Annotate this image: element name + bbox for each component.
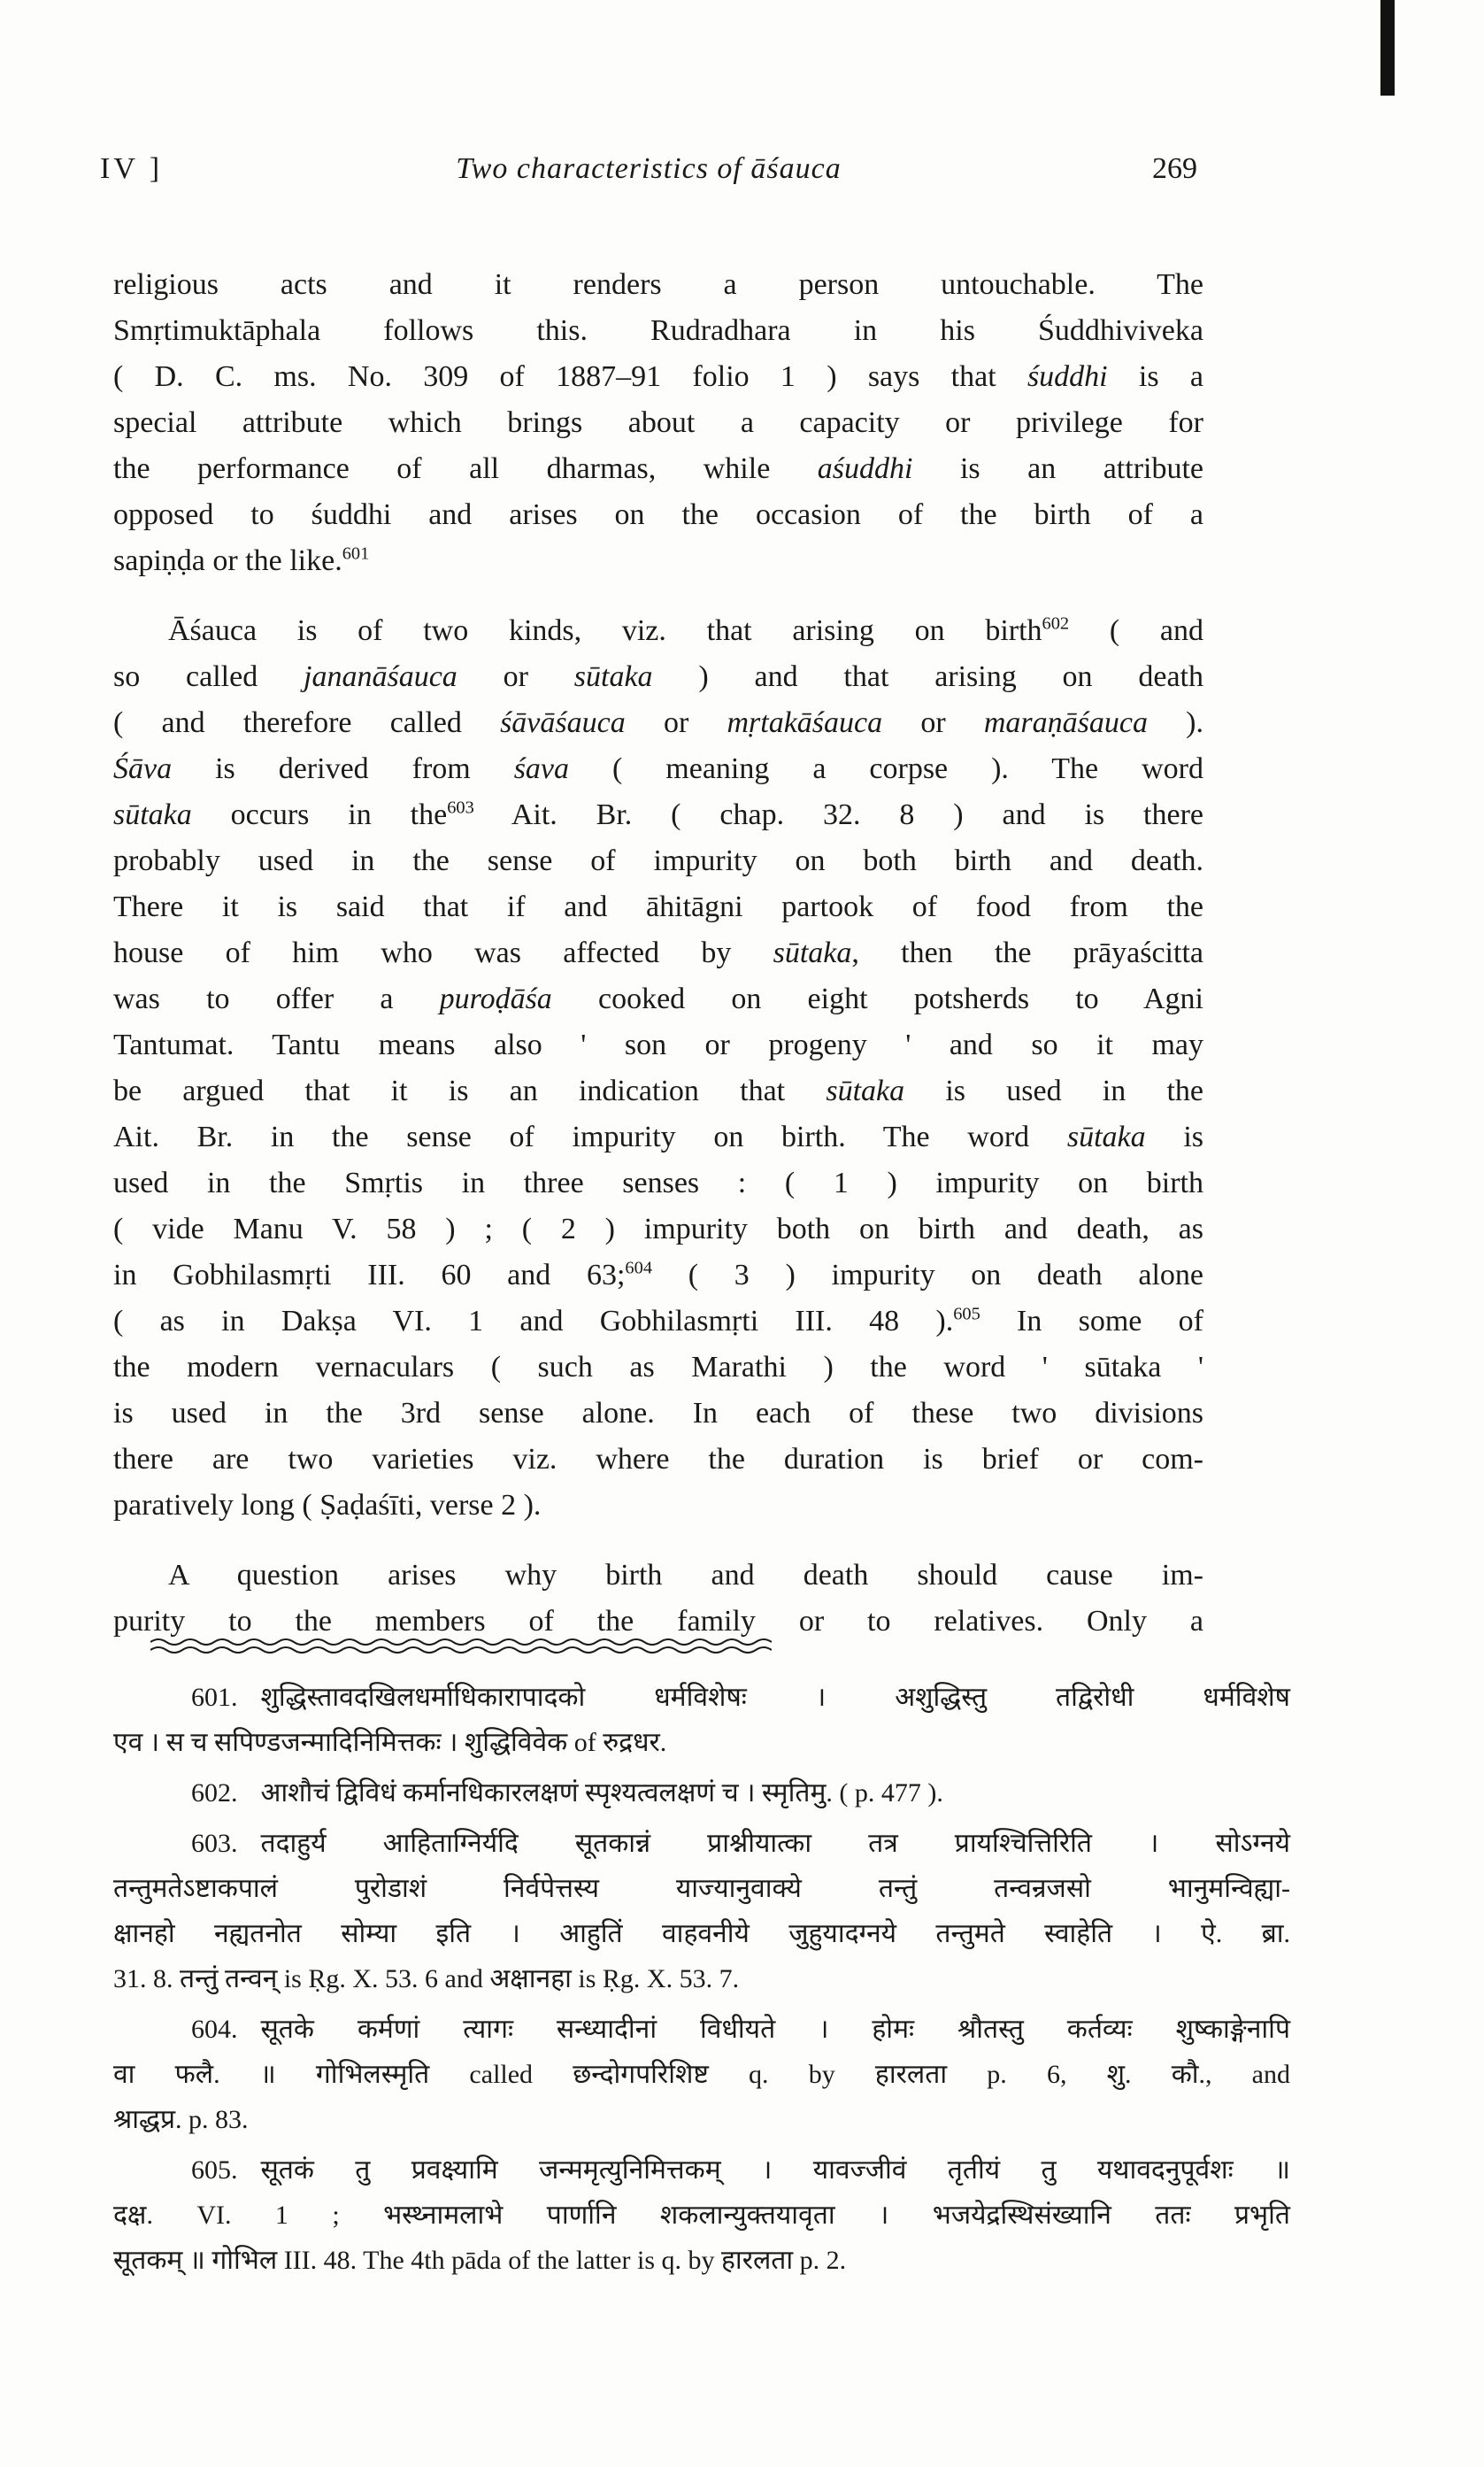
text-segment: cooked on eight potsherds to Agni <box>551 983 1203 1015</box>
text-segment: was to offer a <box>113 983 440 1015</box>
footnote-line <box>113 1866 1290 1911</box>
text-segment: सूतके कर्मणां त्यागः सन्ध्यादीनां विधीयते । होमः श्रौतस्तु कर्तव्यः शुष्काङ्गेनापि <box>260 2015 1290 2044</box>
text-segment: There it is said that if and āhitāgni partook of food from the <box>113 890 1203 923</box>
footnote-number: 602. <box>191 1778 238 1808</box>
text-segment: sapiṇḍa or the like. <box>113 544 342 577</box>
text-segment: the performance of all dharmas, while <box>113 452 818 485</box>
text-line <box>113 654 1203 700</box>
text-segment: house of him who was affected by <box>113 937 773 969</box>
text-segment: ( meaning a corpse ). The word <box>569 752 1203 785</box>
text-segment: sūtaka <box>773 937 852 969</box>
page-number: 269 <box>1152 152 1197 185</box>
text-segment: is a <box>1107 360 1203 393</box>
text-segment: śāvāśauca <box>500 706 626 739</box>
footnote-line <box>113 2238 1290 2283</box>
text-segment: mṛtakāśauca <box>727 706 883 739</box>
footnote-line <box>113 2052 1290 2097</box>
text-segment: so called <box>113 660 304 693</box>
paragraph <box>113 1553 1203 1645</box>
text-segment: is used in the 3rd sense alone. In each of these two divisions <box>113 1397 1203 1430</box>
footnote-reference: 602 <box>1042 613 1070 634</box>
footnote-line <box>113 2147 1290 2193</box>
text-line <box>113 446 1203 492</box>
text-segment: Ait. Br. ( chap. 32. 8 ) and is there <box>473 798 1204 831</box>
text-line <box>113 1068 1203 1114</box>
text-segment: or <box>882 706 984 739</box>
text-segment: there are two varieties viz. where the duration is brief or com- <box>113 1443 1203 1476</box>
text-segment: दक्ष. VI. 1 ; भस्थ्नामलाभे पार्णानि शकलान्युक्तयावृता । भजयेद्रस्थिसंख्यानि ततः प्रभृति <box>113 2201 1290 2230</box>
text-segment: ). <box>1147 706 1203 739</box>
text-line <box>113 354 1203 400</box>
text-segment: special attribute which brings about a capacity or privilege for <box>113 406 1203 439</box>
footnote <box>113 1675 1290 1765</box>
text-segment: sūtaka <box>826 1075 905 1107</box>
footnote-line <box>113 1956 1290 2001</box>
footnote-number: 604. <box>191 2015 238 2044</box>
chapter-marker: IV ] <box>100 152 164 185</box>
text-segment: puroḍāśa <box>439 983 552 1015</box>
paragraph <box>113 608 1203 1529</box>
text-segment: Tantumat. Tantu means also ' son or progeny ' and so it may <box>113 1029 1203 1061</box>
text-segment: ) and that arising on death <box>652 660 1203 693</box>
text-segment: सूतकं तु प्रवक्ष्यामि जन्ममृत्युनिमित्तकम् । यावज्जीवं तृतीयं तु यथावदनुपूर्वशः ॥ <box>260 2155 1290 2185</box>
text-segment: Ait. Br. in the sense of impurity on birth. The word <box>113 1121 1067 1153</box>
text-segment: sūtaka <box>113 798 192 831</box>
text-line <box>113 1207 1203 1253</box>
text-line <box>113 1299 1203 1345</box>
text-line <box>113 1345 1203 1391</box>
footnote-reference: 605 <box>953 1304 980 1324</box>
footnote-line <box>113 1770 1290 1816</box>
footnote-line <box>113 2097 1290 2142</box>
text-segment: Smṛtimuktāphala follows this. Rudradhara in his Śuddhiviveka <box>113 314 1203 347</box>
text-segment: jananāśauca <box>304 660 458 693</box>
footnote-number: 603. <box>191 1829 238 1858</box>
text-segment: sūtaka <box>573 660 653 693</box>
scan-artifact <box>1380 0 1395 96</box>
text-line <box>113 746 1203 792</box>
text-segment: A question arises why birth and death should cause im- <box>168 1559 1203 1592</box>
text-segment: occurs in the <box>191 798 448 831</box>
text-line <box>113 262 1203 308</box>
footnote-reference: 601 <box>342 544 370 564</box>
text-segment: śava <box>513 752 570 785</box>
paragraph <box>113 262 1203 584</box>
text-segment: तन्तुमतेऽष्टाकपालं पुरोडाशं निर्वपेत्तस्य याज्यानुवाक्ये तन्तुं तन्वन्रजसो भानुमन्विह्या- <box>113 1874 1290 1903</box>
text-segment: the modern vernaculars ( such as Marathi ) the word ' sūtaka ' <box>113 1351 1203 1384</box>
footnote-line <box>113 1911 1290 1956</box>
footnote-line <box>113 2007 1290 2052</box>
footnote-reference: 603 <box>447 798 474 818</box>
text-line <box>113 608 1203 654</box>
footnote <box>113 1770 1290 1816</box>
footnote-line <box>113 1720 1290 1765</box>
text-segment: एव । स च सपिण्डजन्मादिनिमित्तकः । शुद्धिविवेक of रुद्रधर. <box>113 1728 667 1757</box>
footnote-number: 605. <box>191 2155 238 2185</box>
footnote <box>113 2007 1290 2142</box>
footnote <box>113 1821 1290 2001</box>
text-segment: तदाहुर्य आहिताग्निर्यदि सूतकान्नं प्राश्नीयात्का तत्र प्रायश्चित्तिरिति । सोऽग्नये <box>260 1829 1290 1858</box>
text-segment: śuddhi <box>1026 360 1108 393</box>
text-segment: used in the Smṛtis in three senses : ( 1 ) impurity on birth <box>113 1167 1203 1199</box>
text-segment: ( vide Manu V. 58 ) ; ( 2 ) impurity both on birth and death, as <box>113 1213 1203 1245</box>
footnote-separator <box>150 1636 772 1655</box>
text-segment: ( and therefore called <box>113 706 501 739</box>
text-line <box>113 1437 1203 1483</box>
text-segment: religious acts and it renders a person untouchable. The <box>113 268 1203 301</box>
text-line <box>113 538 1203 584</box>
text-line <box>113 930 1203 976</box>
text-segment: is <box>1145 1121 1203 1153</box>
footnote-line <box>113 1821 1290 1866</box>
text-segment: is derived from <box>172 752 514 785</box>
text-segment: शुद्धिस्तावदखिलधर्माधिकारापादको धर्मविशेषः । अशुद्धिस्तु तद्विरोधी धर्मविशेष <box>260 1683 1290 1712</box>
footnote-line <box>113 1675 1290 1720</box>
text-segment: Śāva <box>113 752 173 785</box>
text-segment: or <box>457 660 574 693</box>
text-line <box>113 976 1203 1022</box>
text-segment: ( as in Dakṣa VI. 1 and Gobhilasmṛti III. 48 ). <box>113 1305 954 1338</box>
text-segment: aśuddhi <box>817 452 913 485</box>
text-line <box>113 492 1203 538</box>
text-line <box>113 1553 1203 1599</box>
text-segment: is used in the <box>904 1075 1204 1107</box>
footnote <box>113 2147 1290 2283</box>
running-title: Two characteristics of āśauca <box>456 152 842 185</box>
text-segment: सूतकम् ॥ गोभिल III. 48. The 4th pāda of the latter is q. by हारलता p. 2. <box>113 2246 847 2275</box>
text-line <box>113 884 1203 930</box>
text-line <box>113 1253 1203 1299</box>
text-line <box>113 308 1203 354</box>
text-line <box>113 400 1203 446</box>
footnote-number: 601. <box>191 1683 238 1712</box>
text-segment: 31. 8. तन्तुं तन्वन् is Ṛg. X. 53. 6 and अक्षानहा is Ṛg. X. 53. 7. <box>113 1964 740 1993</box>
text-segment: or <box>625 706 727 739</box>
text-segment: is an attribute <box>912 452 1203 485</box>
text-line <box>113 1483 1203 1529</box>
text-segment: ( and <box>1069 614 1203 647</box>
text-segment: In some of <box>980 1305 1203 1338</box>
text-segment: be argued that it is an indication that <box>113 1075 827 1107</box>
text-segment: purity to the members of the family or to relatives. Only a <box>113 1605 1203 1638</box>
text-segment: in Gobhilasmṛti III. 60 and 63; <box>113 1259 626 1291</box>
text-line <box>113 1114 1203 1160</box>
text-segment: क्षानहो नह्यतनोत सोम्या इति । आहुतिं वाहवनीये जुहुयादग्नये तन्तुमते स्वाहेति । ऐ. ब्रा. <box>113 1919 1290 1948</box>
text-segment: आशौचं द्विविधं कर्मानधिकारलक्षणं स्पृश्यत्वलक्षणं च । स्मृतिमु. ( p. 477 ). <box>260 1778 943 1808</box>
text-line <box>113 1022 1203 1068</box>
text-line <box>113 792 1203 838</box>
text-line <box>113 1391 1203 1437</box>
text-segment: ( 3 ) impurity on death alone <box>652 1259 1203 1291</box>
text-segment: sūtaka <box>1066 1121 1146 1153</box>
text-segment: Āśauca is of two kinds, viz. that arising on birth <box>168 614 1042 647</box>
text-segment: paratively long ( Ṣaḍaśīti, verse 2 ). <box>113 1489 542 1522</box>
text-segment: probably used in the sense of impurity on both birth and death. <box>113 844 1203 877</box>
footnote-line <box>113 2193 1290 2238</box>
footnotes-section <box>113 1675 1290 2288</box>
text-segment: वा फलै. ॥ गोभिलस्मृति called छन्दोगपरिशिष्ट q. by हारलता p. 6, शु. कौ., and <box>113 2060 1290 2089</box>
text-line <box>113 1160 1203 1207</box>
footnote-reference: 604 <box>625 1258 653 1278</box>
text-segment: श्राद्धप्र. p. 83. <box>113 2105 249 2134</box>
text-segment: opposed to śuddhi and arises on the occasion of the birth of a <box>113 498 1203 531</box>
text-segment: ( D. C. ms. No. 309 of 1887–91 folio 1 ) says that <box>113 360 1027 393</box>
text-segment: maraṇāśauca <box>983 706 1148 739</box>
text-line <box>113 700 1203 746</box>
text-line <box>113 838 1203 884</box>
body-text <box>113 262 1203 1669</box>
page-header <box>100 152 1197 186</box>
text-segment: , then the prāyaścitta <box>851 937 1203 969</box>
